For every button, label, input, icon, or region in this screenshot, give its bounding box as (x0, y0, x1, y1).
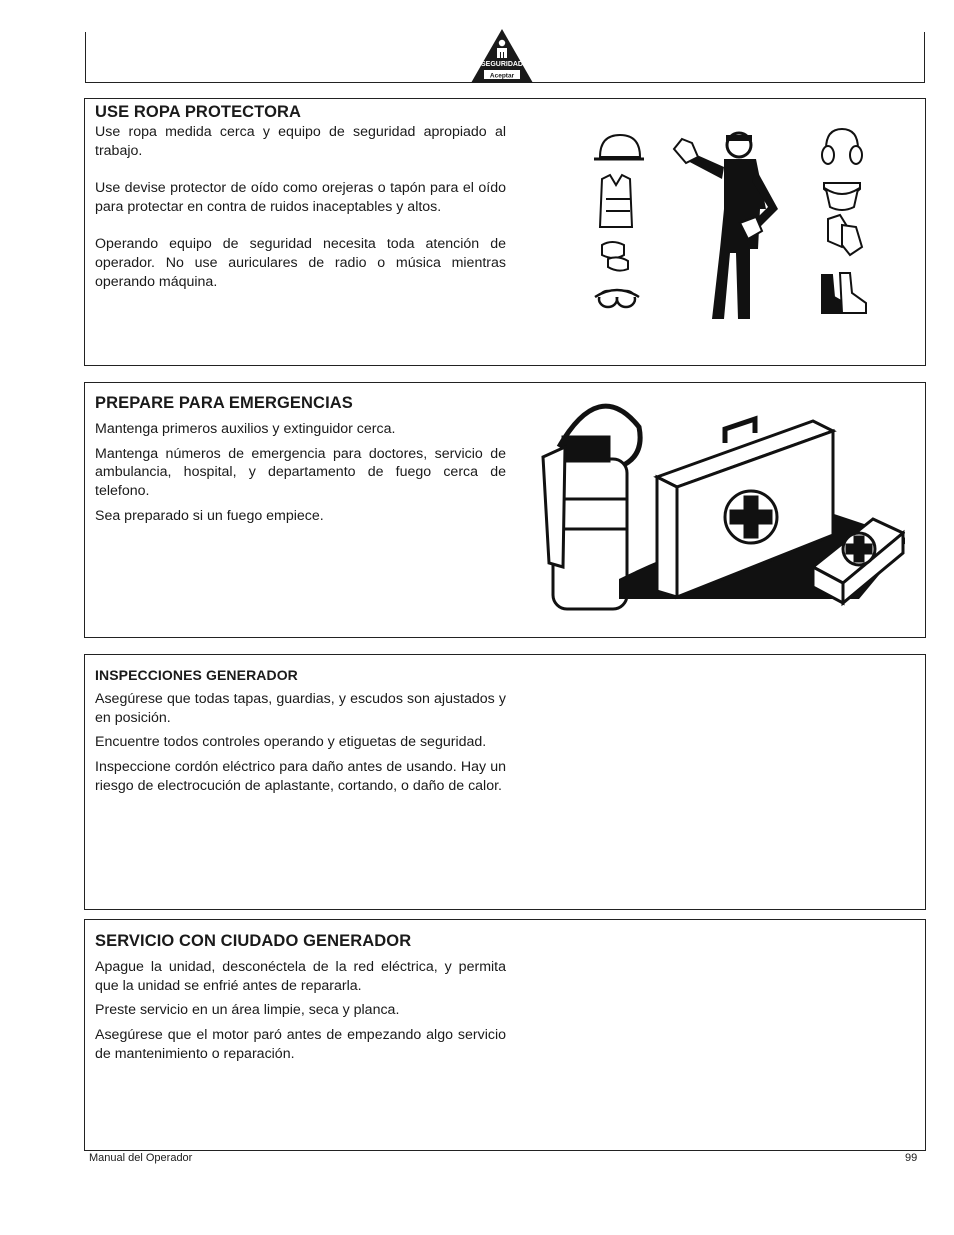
safety-vest-icon (600, 175, 632, 227)
footer-title: Manual del Operador (89, 1152, 193, 1164)
section-heading: USE ROPA PROTECTORA (95, 103, 302, 121)
paragraph: Sea preparado si un fuego empiece. (95, 507, 324, 524)
section-protective-clothing (84, 98, 926, 366)
section-body (95, 690, 506, 796)
section-body (95, 958, 506, 1064)
badge-line1: SEGURIDAD (480, 61, 524, 68)
paragraph: Encuentre todos controles operando y etiguetas de seguridad. (95, 734, 487, 751)
safety-alert-badge (470, 28, 534, 84)
paragraph: Inspeccione cordón eléctrico para daño antes de usando. Hay un riesgo de electrocución de aplastante, cortando, o daño de calor. (95, 759, 506, 794)
paragraph: Use devise protector de oído como orejeras o tapón para el oído para protectar en contra de ruidos inaceptables y altos. (95, 180, 506, 215)
paragraph: Asegúrese que el motor paró antes de empezando algo servicio de mantenimiento o reparación. (95, 1027, 506, 1062)
paragraph: Apague la unidad, desconéctela de la red eléctrica, y permita que la unidad se enfrié antes de repararla. (95, 959, 506, 994)
paragraph: Mantenga números de emergencia para doctores, servicio de ambulancia, hospital, y departamento de fuego cerca de telefono. (95, 445, 506, 500)
paragraph: Asegúrese que todas tapas, guardias, y escudos son ajustados y en posición. (95, 691, 506, 726)
person-icon (499, 40, 505, 46)
badge-line2: Aceptar (489, 72, 515, 80)
worker-figure (674, 133, 778, 319)
hard-hat-icon (594, 135, 644, 159)
section-emergencies (84, 382, 926, 638)
section-heading: SERVICIO CON CIUDADO GENERADOR (95, 932, 412, 950)
paragraph: Operando equipo de seguridad necesita toda atención de operador. No use auriculares de radio o música mientras operando máquina. (95, 236, 506, 290)
paragraph: Mantenga primeros auxilios y extinguidor cerca. (95, 421, 396, 437)
goggles-icon (595, 290, 639, 307)
section-heading: PREPARE PARA EMERGENCIAS (95, 394, 353, 412)
face-shield-icon (824, 183, 860, 210)
page-number: 99 (905, 1152, 918, 1164)
paragraph: Preste servicio en un área limpie, seca y planca. (95, 1002, 400, 1019)
earplugs-icon (602, 242, 628, 271)
protective-gear-illustration (590, 127, 870, 323)
emergency-kit-illustration (529, 399, 905, 613)
boots-icon (822, 273, 866, 313)
earmuffs-icon (822, 129, 862, 164)
section-body (95, 420, 506, 526)
section-body (95, 123, 506, 291)
paragraph: Use ropa medida cerca y equipo de seguridad apropiado al trabajo. (95, 124, 506, 159)
section-generator-inspection (84, 654, 926, 910)
section-heading: INSPECCIONES GENERADOR (95, 667, 298, 683)
section-generator-service (84, 919, 926, 1151)
gloves-icon (828, 215, 862, 255)
